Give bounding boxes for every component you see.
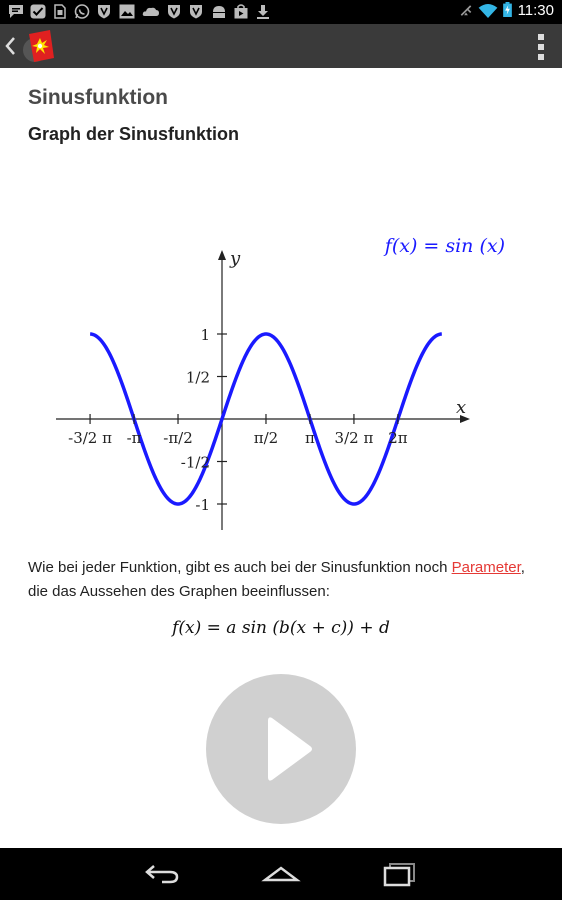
shield-icon	[97, 4, 111, 19]
chat-icon	[8, 4, 24, 19]
paragraph-text-2: , die das Aussehen des Graphen beeinflussen:	[28, 559, 525, 600]
x-tick-label: -3/2 π	[68, 429, 112, 447]
clock-time: 11:30	[517, 2, 554, 19]
x-tick-label: 3/2 π	[334, 429, 374, 447]
app-logo-icon[interactable]	[20, 28, 58, 64]
action-bar	[0, 24, 562, 68]
y-tick-label: 1	[200, 326, 210, 344]
status-bar	[0, 0, 562, 24]
y-tick-label: 1/2	[185, 368, 210, 387]
shopping-bag-icon	[234, 4, 248, 19]
x-tick-label: -π/2	[163, 429, 193, 447]
whatsapp-icon	[74, 4, 90, 19]
x-axis-label: x	[456, 397, 467, 418]
x-tick-label: 2π	[388, 429, 408, 447]
no-notifications-icon	[458, 4, 474, 19]
wifi-icon	[478, 3, 498, 18]
back-icon[interactable]	[142, 860, 182, 888]
y-tick-label: -1	[195, 496, 210, 514]
paragraph-text-1: Wie bei jeder Funktion, gibt es auch bei der Sinusfunktion noch	[28, 559, 448, 576]
x-tick-label: π/2	[253, 429, 279, 447]
download-icon	[256, 4, 270, 19]
content-area	[0, 68, 562, 848]
android-icon	[211, 4, 227, 19]
photo-icon	[119, 4, 135, 19]
shield-icon	[167, 4, 181, 19]
navigation-bar	[0, 848, 562, 900]
sine-graph	[0, 170, 562, 530]
formula: f(x) = a sin (b(x + c)) + d	[172, 618, 390, 638]
y-axis-label: y	[230, 248, 241, 269]
chart-legend: f(x) = sin (x)	[384, 235, 505, 257]
page-title: Sinusfunktion	[28, 86, 168, 109]
parameter-link[interactable]: Parameter	[451, 559, 521, 576]
check-icon	[30, 4, 46, 19]
shield-icon	[189, 4, 203, 19]
overflow-menu-icon[interactable]	[535, 32, 547, 62]
y-axis-arrow	[218, 250, 226, 260]
x-tick-label: -π	[126, 429, 142, 447]
section-title: Graph der Sinusfunktion	[28, 124, 240, 144]
play-icon	[266, 714, 316, 784]
home-icon[interactable]	[261, 860, 301, 888]
recent-apps-icon[interactable]	[380, 860, 420, 888]
cloud-icon	[142, 4, 160, 19]
chevron-left-icon[interactable]	[4, 36, 16, 56]
y-tick-label: -1/2	[180, 453, 210, 472]
play-button[interactable]	[206, 674, 356, 824]
description-paragraph	[28, 556, 548, 604]
sim-icon	[54, 4, 66, 19]
battery-icon	[502, 2, 513, 17]
x-tick-label: π	[305, 429, 315, 447]
